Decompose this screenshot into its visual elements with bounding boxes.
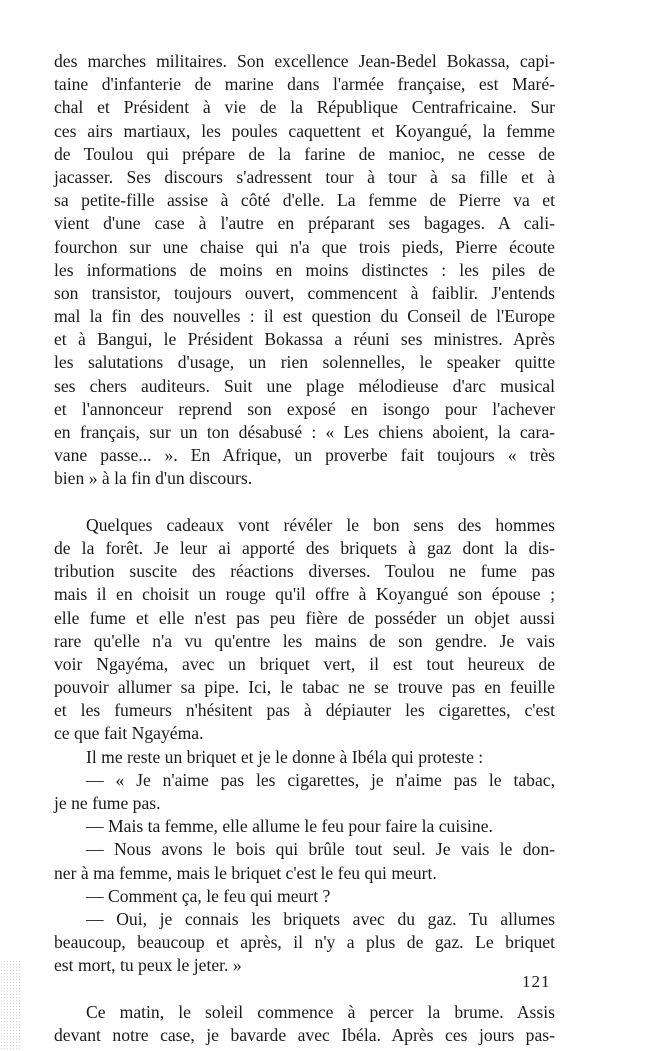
text-line: bien » à la fin d'un discours. bbox=[54, 468, 253, 489]
text-line: voir Ngayéma, avec un briquet vert, il est tout heureux de bbox=[54, 653, 555, 674]
text-line: de la forêt. Je leur ai apporté des briquets à gaz dont la dis- bbox=[54, 537, 555, 558]
text-line: — « Je n'aime pas les cigarettes, je n'aime pas le tabac, bbox=[86, 769, 555, 790]
text-line: son transistor, toujours ouvert, commencent à faiblir. J'entends bbox=[54, 282, 555, 303]
text-line: ner à ma femme, mais le briquet c'est le feu qui meurt. bbox=[54, 862, 437, 883]
text-line: — Comment ça, le feu qui meurt ? bbox=[86, 885, 331, 906]
text-line: Ce matin, le soleil commence à percer la brume. Assis bbox=[86, 1001, 555, 1022]
text-line: taine d'infanterie de marine dans l'armée française, est Maré- bbox=[54, 74, 555, 95]
paragraph bbox=[54, 50, 555, 491]
paragraph-gap bbox=[54, 978, 555, 1001]
text-line: beaucoup, beaucoup et après, il n'y a plus de gaz. Le briquet bbox=[54, 932, 555, 953]
paragraph bbox=[54, 769, 555, 815]
text-line: devant notre case, je bavarde avec Ibéla. Après ces jours pas- bbox=[54, 1024, 555, 1045]
text-line: mal la fin des nouvelles : il est question du Conseil de l'Europe bbox=[54, 306, 555, 327]
text-line: de Toulou qui prépare de la farine de manioc, ne cesse de bbox=[54, 143, 555, 164]
paragraph bbox=[54, 746, 555, 769]
text-line: et les fumeurs n'hésitent pas à dépiauter les cigarettes, c'est bbox=[54, 700, 555, 721]
text-line: vient d'une case à l'autre en préparant ses bagages. A cali- bbox=[54, 213, 555, 234]
scan-margin-noise bbox=[0, 960, 22, 1051]
text-line: les informations de moins en moins distinctes : les piles de bbox=[54, 259, 555, 280]
text-line: et à Bangui, le Président Bokassa a réuni ses ministres. Après bbox=[54, 329, 555, 350]
paragraph bbox=[54, 908, 555, 978]
text-line: ces airs martiaux, les poules caquettent et Koyangué, la femme bbox=[54, 120, 555, 141]
page-text bbox=[54, 50, 555, 1047]
text-line: rare qu'elle n'a vu qu'entre les mains de son gendre. Je vais bbox=[54, 630, 555, 651]
text-line: mais il en choisit un rouge qu'il offre à Koyangué son épouse ; bbox=[54, 584, 555, 605]
text-line: Quelques cadeaux vont révéler le bon sens des hommes bbox=[86, 514, 555, 535]
text-line: je ne fume pas. bbox=[54, 793, 161, 813]
text-line: — Oui, je connais les briquets avec du gaz. Tu allumes bbox=[86, 908, 555, 929]
text-line: fourchon sur une chaise qui n'a que trois pieds, Pierre écoute bbox=[54, 236, 555, 257]
text-line: — Nous avons le bois qui brûle tout seul. Je vais le don- bbox=[86, 839, 555, 860]
paragraph-gap bbox=[54, 491, 555, 514]
text-line: pouvoir allumer sa pipe. Ici, le tabac ne se trouve pas en feuille bbox=[54, 677, 555, 698]
text-line: jacasser. Ses discours s'adressent tour à tour à sa fille et à bbox=[54, 166, 555, 187]
text-line: ses chers auditeurs. Suit une plage mélodieuse d'arc musical bbox=[54, 375, 555, 396]
text-line: vane passe... ». En Afrique, un proverbe fait toujours « très bbox=[54, 445, 555, 466]
text-line: ce que fait Ngayéma. bbox=[54, 723, 204, 744]
text-line: est mort, tu peux le jeter. » bbox=[54, 955, 242, 976]
paragraph bbox=[54, 885, 555, 908]
text-line: — Mais ta femme, elle allume le feu pour faire la cuisine. bbox=[86, 816, 493, 837]
paragraph bbox=[54, 815, 555, 838]
text-line: elle fume et elle n'est pas peu fière de posséder un objet aussi bbox=[54, 607, 555, 628]
paragraph bbox=[54, 514, 555, 746]
text-line: en français, sur un ton désabusé : « Les chiens aboient, la cara- bbox=[54, 422, 555, 442]
text-line: les salutations d'usage, un rien solennelles, le speaker quitte bbox=[54, 352, 555, 373]
text-line: sa petite-fille assise à côté d'elle. La femme de Pierre va et bbox=[54, 190, 555, 211]
text-line: chal et Président à vie de la République Centrafricaine. Sur bbox=[54, 97, 555, 118]
paragraph bbox=[54, 1001, 555, 1047]
text-line: tribution suscite des réactions diverses. Toulou ne fume pas bbox=[54, 561, 555, 582]
text-line: et l'annonceur reprend son exposé en isongo pour l'achever bbox=[54, 398, 555, 419]
text-line: des marches militaires. Son excellence Jean-Bedel Bokassa, capi- bbox=[54, 51, 555, 71]
text-line: Il me reste un briquet et je le donne à Ibéla qui proteste : bbox=[86, 746, 484, 767]
page-number: 121 bbox=[522, 972, 551, 991]
paragraph bbox=[54, 838, 555, 884]
